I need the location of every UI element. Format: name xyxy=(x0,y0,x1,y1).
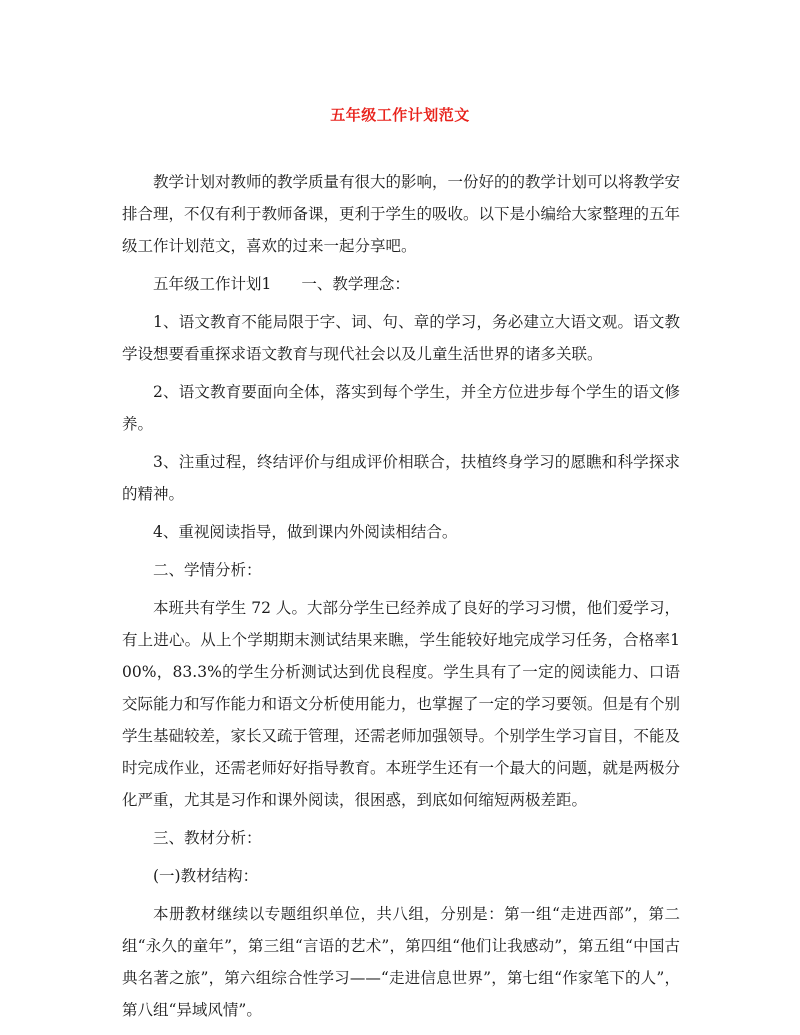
philosophy-item-4: 4、重视阅读指导，做到课内外阅读相结合。 xyxy=(153,523,458,541)
philosophy-item-2: 2、语文教育要面向全体，落实到每个学生，并全方位进步每个学生的语文修养。 xyxy=(122,383,680,433)
plan-number-label: 五年级工作计划1 xyxy=(153,275,272,293)
plan-heading-paragraph xyxy=(122,268,680,300)
teaching-philosophy-heading: 一、教学理念： xyxy=(301,275,410,293)
student-analysis-paragraph: 本班共有学生 72 人。大部分学生已经养成了良好的学习习惯，他们爱学习，有上进心。从上个学期期末测试结果来瞧，学生能较好地完成学习任务，合格率100%，83.3%的学生分析测试达到优良程度。学生具有了一定的阅读能力、口语交际能力和写作能力和语文分析使用能力，也掌握了一定的学习要领。但是有个别学生基础较差，家长又疏于管理，还需老师加强领导。个别学生学习盲目，不能及时完成作业，还需老师好好指导教育。本班学生还有一个最大的问题，就是两极分化严重，尤其是习作和课外阅读，很困惑，到底如何缩短两极差距。 xyxy=(122,599,681,809)
textbook-structure-paragraph: 本册教材继续以专题组织单位，共八组，分别是：第一组“走进西部”，第二组“永久的童年”，第三组“言语的艺术”，第四组“他们让我感动”，第五组“中国古典名著之旅”，第六组综合性学习——“走进信息世界”，第七组“作家笔下的人”，第八组“异域风情”。 xyxy=(122,905,680,1019)
document-title: 五年级工作计划范文 xyxy=(330,106,470,124)
philosophy-item-3: 3、注重过程，终结评价与组成评价相联合，扶植终身学习的愿瞧和科学探求的精神。 xyxy=(122,453,680,503)
document-body xyxy=(122,166,680,1032)
textbook-structure-subheading: (一)教材结构： xyxy=(153,867,259,885)
philosophy-item-1: 1、语文教育不能局限于字、词、句、章的学习，务必建立大语文观。语文教学设想要看重探求语文教育与现代社会以及儿童生活世界的诸多关联。 xyxy=(122,313,680,363)
textbook-analysis-heading: 三、教材分析： xyxy=(153,829,262,847)
student-analysis-heading: 二、学情分析： xyxy=(153,561,262,579)
intro-paragraph: 教学计划对教师的教学质量有很大的影响，一份好的的教学计划可以将教学安排合理，不仅有利于教师备课，更利于学生的吸收。以下是小编给大家整理的五年级工作计划范文，喜欢的过来一起分享吧。 xyxy=(122,173,681,255)
